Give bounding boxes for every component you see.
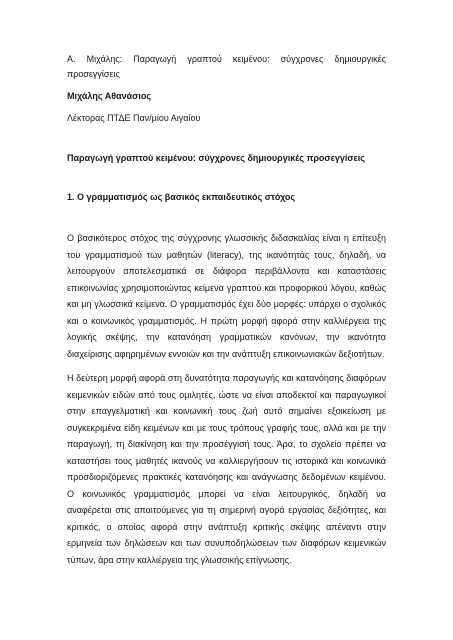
author-name: Μιχάλης Αθανάσιος [67, 91, 152, 101]
body-paragraph-1: Ο βασικότερος στόχος της σύγχρονης γλωσσικής διδασκαλίας είναι η επίτευξη του γραμματισμού των μαθητών (literacy), της ικανότητάς τους, δηλαδή, να λειτουργούν αποτελεσματικά σε διάφορα περιβάλλοντα και καταστάσεις επικοινωνίας χρησιμοποιώντας κείμενα γραπτού και προφορικού λόγου, καθώς και μη γλωσσικά κείμενα. Ο γραμματισμός έχει δύο μορφές: υπάρχει ο σχολικός και ο κοινωνικός γραμματισμός. Η πρώτη μορφή αφορά στην καλλιέργεια της λογικής σκέψης, την κατανόηση γραμματικών κανόνων, την ικανότητα διαχείρισης αφηρημένων εννοιών και την ανάπτυξη επικοινωνιακών δεξιοτήτων. [67, 233, 386, 359]
author-position: Λέκτορας ΠΤΔΕ Παν/μίου Αιγαίου [67, 113, 201, 123]
document-title: Παραγωγή γραπτού κειμένου: σύγχρονες δημιουργικές προσεγγίσεις [67, 153, 365, 163]
document-body [67, 52, 386, 568]
section-heading: 1. Ο γραμματισμός ως βασικός εκπαιδευτικός στόχος [67, 192, 296, 202]
body-paragraph-2: Η δεύτερη μορφή αφορά στη δυνατότητα παραγωγής και κατανόησης διαφόρων κειμενικών ειδών από τους ομιλητές, ώστε να είναι αποδεκτοί και παραγωγικοί στην επαγγελματική και κοινωνική τους ζωή αυτό σημαίνει εξοικείωση με συγκεκριμένα είδη κειμένων και με τους τρόπους γραφής τους, αλλά και με την παραγωγή, τη διακίνηση και την προσέγγισή τους. Άρα, το σχολείο πρέπει να καταστήσει τους μαθητές ικανούς να καλλιεργήσουν τις ιστορικά και κοινωνικά προσδιοριζόμενες πρακτικές κατανόησης και ανάγνωσης δεδομένων κειμένου. Ο κοινωνικός γραμματισμός μπορεί να είναι λειτουργικός, δηλαδή να αναφέρεται στις απαιτούμενες για τη σημερινή αγορά εργασίας δεξιότητες, και κριτικός, ο οποίος αφορά στην ανάπτυξη κριτικής σκέψης απέναντι στην ερμηνεία των δηλώσεων και των συνυποδηλώσεων των διαφόρων κειμενικών τύπων, άρα στην καλλιέργεια της γλωσσικής επίγνωσης. [67, 373, 386, 565]
citation-line: Α. Μιχάλης: Παραγωγή γραπτού κειμένου: σύγχρονες δημιουργικές προσεγγίσεις [67, 54, 386, 79]
